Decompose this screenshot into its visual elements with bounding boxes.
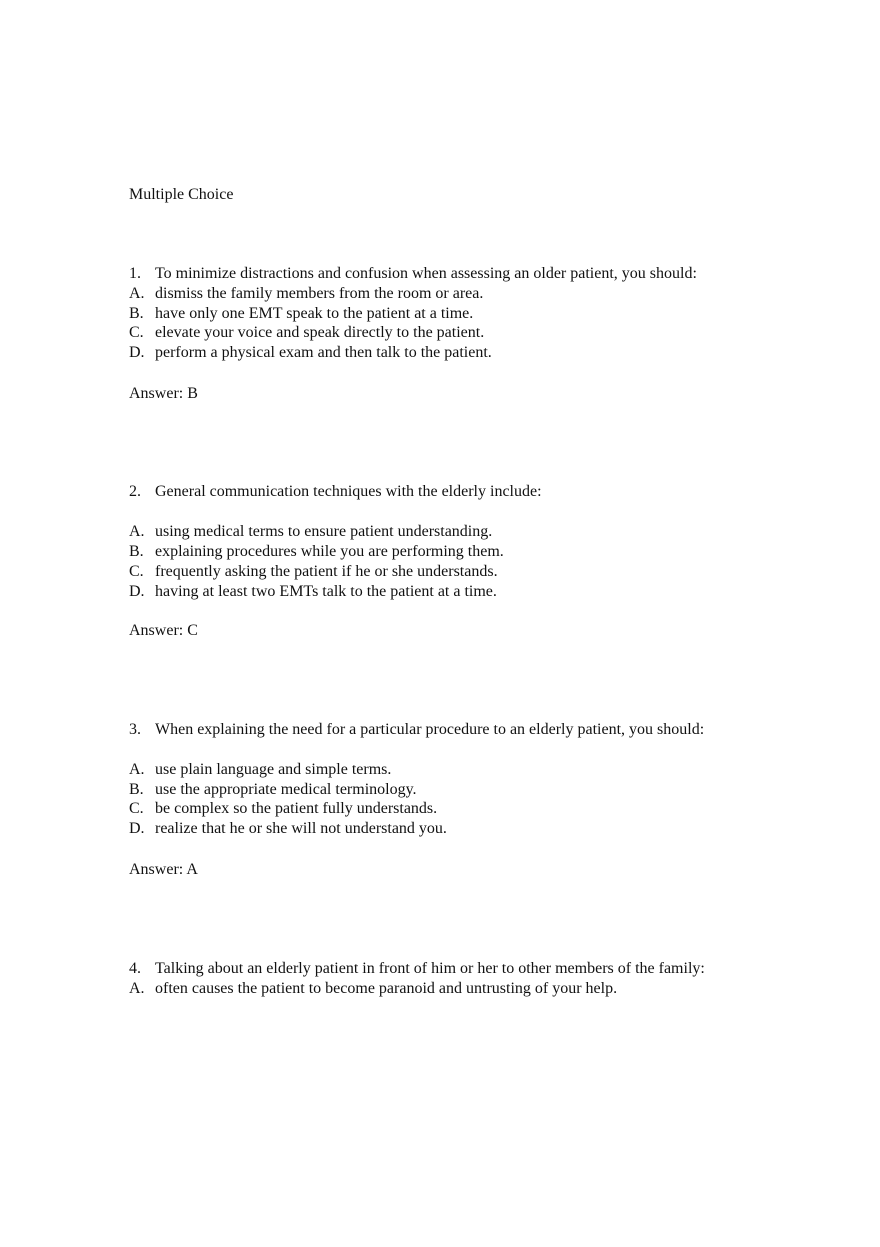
option-1c (129, 323, 484, 343)
option-3c (129, 799, 437, 819)
option-3d (129, 819, 447, 839)
option-letter: C. (129, 800, 144, 817)
question-text: When explaining the need for a particular procedure to an elderly patient, you should: (155, 721, 705, 738)
question-number: 4. (129, 960, 141, 977)
option-text: have only one EMT speak to the patient at a time. (155, 305, 474, 322)
option-text: use plain language and simple terms. (155, 761, 392, 778)
answer-2: Answer: C (129, 622, 198, 639)
option-letter: C. (129, 563, 144, 580)
option-letter: A. (129, 285, 145, 302)
page-heading: Multiple Choice (129, 186, 234, 203)
option-text: frequently asking the patient if he or she understands. (155, 563, 498, 580)
answer-1: Answer: B (129, 385, 198, 402)
option-text: dismiss the family members from the room or area. (155, 285, 484, 302)
option-1a (129, 284, 483, 304)
option-2c (129, 562, 498, 582)
option-letter: B. (129, 305, 144, 322)
option-4a (129, 979, 617, 999)
option-letter: A. (129, 523, 145, 540)
option-letter: C. (129, 324, 144, 341)
question-1 (129, 264, 697, 284)
question-text: Talking about an elderly patient in front of him or her to other members of the family: (155, 960, 705, 977)
option-letter: B. (129, 543, 144, 560)
question-number: 3. (129, 721, 141, 738)
option-1d (129, 343, 492, 363)
option-text: use the appropriate medical terminology. (155, 781, 417, 798)
question-2 (129, 482, 542, 502)
option-letter: A. (129, 761, 145, 778)
answer-3: Answer: A (129, 861, 198, 878)
question-text: To minimize distractions and confusion when assessing an older patient, you should: (155, 265, 697, 282)
option-letter: D. (129, 344, 145, 361)
option-text: be complex so the patient fully understands. (155, 800, 438, 817)
option-1b (129, 304, 473, 324)
option-text: elevate your voice and speak directly to the patient. (155, 324, 485, 341)
option-letter: D. (129, 583, 145, 600)
question-4 (129, 959, 705, 979)
option-2b (129, 542, 504, 562)
option-2a (129, 522, 492, 542)
option-text: realize that he or she will not understand you. (155, 820, 447, 837)
option-text: having at least two EMTs talk to the patient at a time. (155, 583, 497, 600)
option-text: often causes the patient to become paranoid and untrusting of your help. (155, 980, 618, 997)
option-2d (129, 582, 497, 602)
question-number: 2. (129, 483, 141, 500)
question-text: General communication techniques with the elderly include: (155, 483, 542, 500)
option-letter: B. (129, 781, 144, 798)
option-3a (129, 760, 391, 780)
option-letter: D. (129, 820, 145, 837)
option-letter: A. (129, 980, 145, 997)
question-3 (129, 720, 704, 740)
option-text: explaining procedures while you are performing them. (155, 543, 504, 560)
question-number: 1. (129, 265, 141, 282)
option-text: using medical terms to ensure patient understanding. (155, 523, 493, 540)
option-3b (129, 780, 417, 800)
option-text: perform a physical exam and then talk to the patient. (155, 344, 492, 361)
